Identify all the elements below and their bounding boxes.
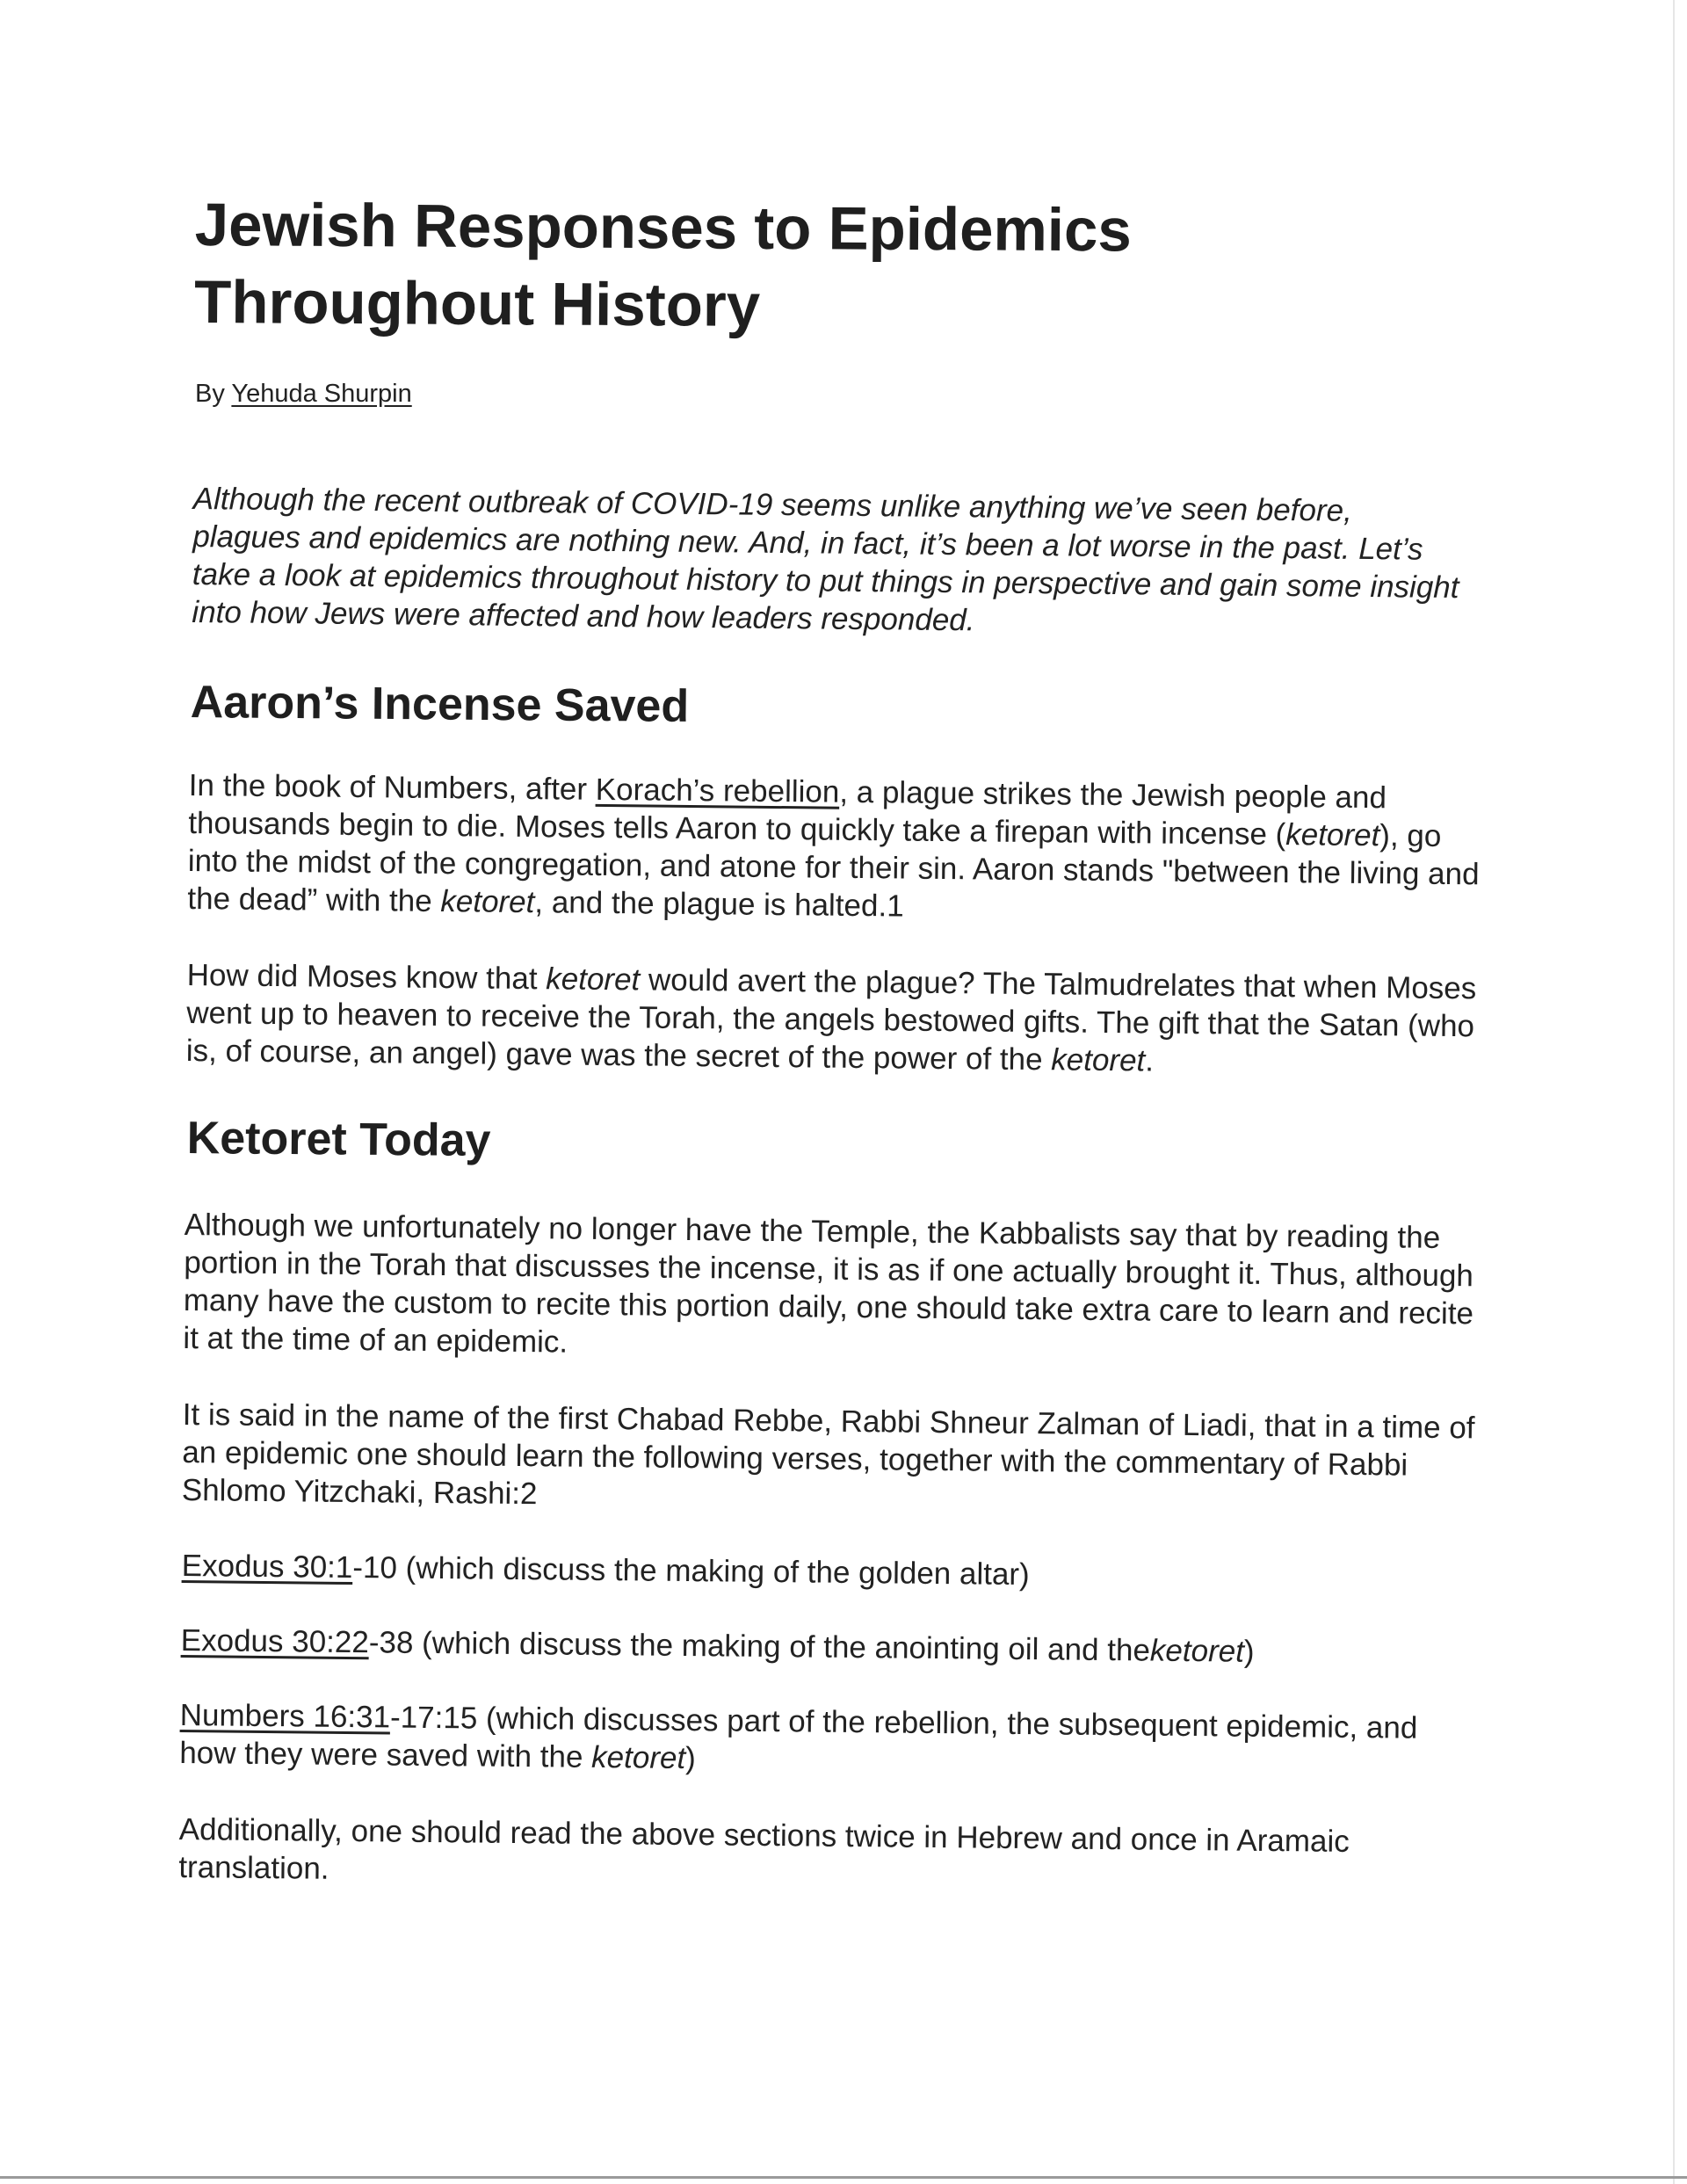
page-title: [194, 186, 1337, 348]
title-line-2: Throughout History: [193, 267, 761, 339]
author-link[interactable]: Yehuda Shurpin: [231, 380, 412, 408]
reference-exodus-30-22: Exodus 30:22-38 (which discuss the making of the anointing oil and theketoret): [180, 1622, 1255, 1669]
paragraph-chabad-rebbe: It is said in the name of the first Chabad Rebbe, Rabbi Shneur Zalman of Liadi, that in a time of an epidemic one should learn the following verses, together with the commentary of Rabbi Shlomo Yitzchaki, Rashi:2: [181, 1397, 1475, 1512]
reference-exodus-30-1: Exodus 30:1-10 (which discuss the making of the golden altar): [181, 1548, 1030, 1593]
paragraph-talmud-secret: How did Moses know that ketoret would avert the plague? The Talmudrelates that when Moses went up to heaven to receive the Torah, the angels bestowed gifts. The gift that the Satan (who is, of course, an angel) gave was the secret of the power of the ketoret.: [185, 957, 1477, 1078]
paragraph-kabbalists: Although we unfortunately no longer have the Temple, the Kabbalists say that by reading the portion in the Torah that discusses the incense, it is as if one actually brought it. Thus, although many have the custom to recite this portion daily, one should take extra care to learn and recite it at the time of an epidemic.: [183, 1207, 1474, 1360]
paragraph-twice-hebrew: Additionally, one should read the above sections twice in Hebrew and once in Aramaic translation.: [178, 1812, 1350, 1886]
numbers-16-31-link[interactable]: Numbers 16:31: [179, 1697, 391, 1735]
title-line-1: Jewish Responses to Epidemics: [194, 190, 1132, 265]
paragraph-numbers-plague: In the book of Numbers, after Korach’s rebellion, a plague strikes the Jewish people and thousands begin to die. Moses tells Aaron to quickly take a firepan with incense (ketoret), go into the midst of the congregation, and atone for their sin. Aaron stands "between the living and the dead” with the ketoret, and the plague is halted.1: [187, 767, 1480, 924]
section-heading-ketoret-today: Ketoret Today: [186, 1112, 491, 1167]
section-heading-aarons-incense: Aaron’s Incense Saved: [190, 676, 690, 732]
korach-rebellion-link[interactable]: Korach’s rebellion: [595, 772, 840, 809]
exodus-30-22-link[interactable]: Exodus 30:22: [180, 1622, 370, 1660]
reference-numbers-16-31: Numbers 16:31-17:15 (which discusses part of the rebellion, the subsequent epidemic, and how they were saved with the ketoret): [179, 1697, 1418, 1776]
intro-paragraph: Although the recent outbreak of COVID-19 seems unlike anything we’ve seen before, plagues and epidemics are nothing new. And, in fact, it’s been a lot worse in the past. Let’s take a look at epidemics throughout history to put things in perspective and gain some insight into how Jews were affected and how leaders responded.: [192, 481, 1459, 638]
byline: [195, 378, 412, 410]
byline-prefix: By: [195, 380, 225, 408]
exodus-30-1-link[interactable]: Exodus 30:1: [181, 1548, 353, 1585]
